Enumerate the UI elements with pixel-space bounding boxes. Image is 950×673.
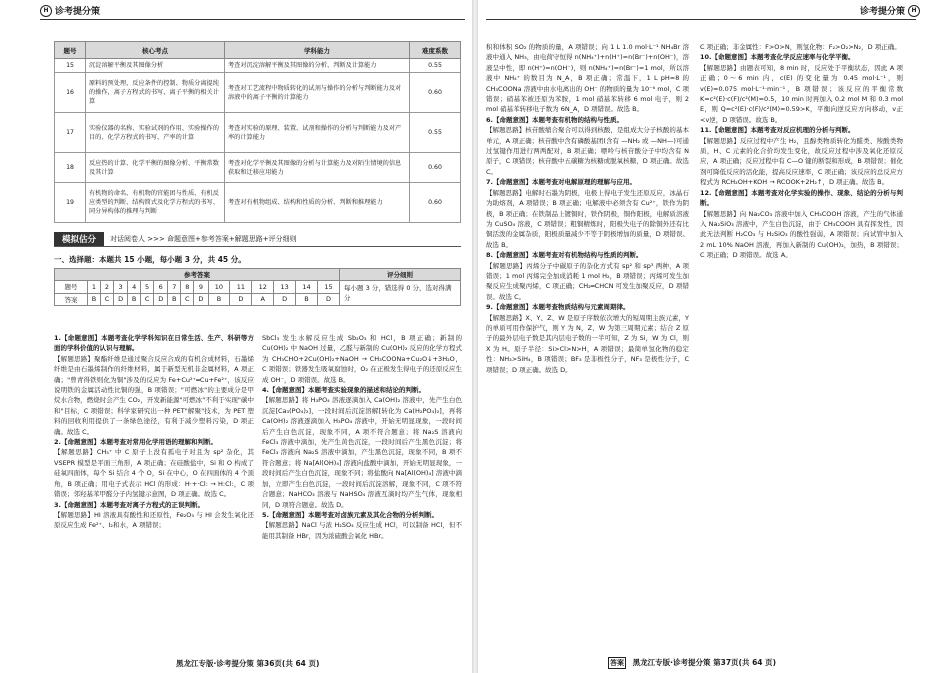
- left-column-a: [54, 333, 254, 648]
- row-difficulty: 0.60: [410, 73, 461, 113]
- answer-number: 1: [88, 281, 101, 294]
- explanation-paragraph: 1.【命题意图】本题考查化学学科知识在日常生活、生产、科研等方面的学科价值的认识与理解。: [54, 334, 254, 353]
- explanation-paragraph: 5.【命题意图】本题考查对卤族元素及其化合物的分析判断。: [262, 510, 438, 519]
- row-no: 17: [55, 113, 86, 153]
- right-footer-title: 黑龙江专版·诊考提分策: [632, 658, 711, 667]
- explanation-paragraph: 【解题思路】丙烯分子中碳原子的杂化方式有 sp² 和 sp³ 两种，A 项错误；1 mol 丙烯完全加成消耗 1 mol H₂，B 项错误；丙烯可发生加聚反应生成聚丙烯，C 项正确；CH₂═CHCN 可发生加聚反应，D 项错误。故选 C。: [486, 261, 689, 301]
- row-point: 实验仪器的名称、实验试剂的作用、实验操作的目的、化学方程式的书写、产率的计算: [86, 113, 225, 153]
- left-header-title: 诊考提分策: [55, 7, 101, 17]
- row-ability: 考查对有机物组成、结构和性质的分析、判断和推理能力: [225, 183, 410, 223]
- right-footer: [608, 657, 776, 669]
- right-page: [478, 0, 950, 673]
- explanation-paragraph: 【解题思路】由题表可知，8 min 时，反应处于平衡状态，因此 A 项正确；0～6 min 内，c(E) 的变化量为 0.45 mol·L⁻¹，则 v(E)=0.075 mol·L⁻¹·min⁻¹，B 项错误；该反应的平衡常数 K=c²(E)·c(F)/c²(M)=0.5，10 min 时再加入 0.2 mol M 和 0.3 mol E，则 Q=c²(E)·c(F)/c²(M)=0.59>K，平衡向逆反应方向移动，v正<v逆，D 项错误。故选 B。: [700, 63, 903, 124]
- answer-key: D: [114, 293, 128, 306]
- answer-stamp: 答案: [610, 659, 624, 667]
- answer-number: 3: [114, 281, 128, 294]
- right-footer-page: 第37页(共 64 页): [713, 658, 777, 667]
- explanation-paragraph: 【解题思路】CH₃⁺ 中 C 原子上没有孤电子对且为 sp² 杂化，其 VSEPR 模型是平面三角形，A 项正确；在硅酸盐中，Si 和 O 构成了硅氧四面体，每个 Si 结合 4 个 O，Si 在中心，O 在四面体的 4 个顶角，B 项正确；用电子式表示 HCl 的形成：H·+·Cl: → H:Cl:，C 项错误；邻羟基苯甲醛分子内氢键示意图，D 项正确。故选 C。: [54, 448, 254, 499]
- answer-key: B: [168, 293, 181, 306]
- header-ability: 学科能力: [225, 42, 410, 59]
- right-header: [860, 4, 920, 17]
- table-row: [55, 73, 461, 113]
- left-header-rule: [40, 19, 465, 20]
- row-ability: 考查对工艺流程中物质转化的试剂与操作的分析与判断能力及对溶液中的离子平衡的计算能力: [225, 73, 410, 113]
- left-column-b: [262, 333, 462, 648]
- answer-rule-title: 评分细则: [340, 269, 461, 281]
- row-no: 15: [55, 59, 86, 73]
- answer-rule-text: 每小题 3 分，错选得 0 分，选对得满分: [340, 281, 461, 306]
- answer-number: 9: [194, 281, 208, 294]
- table-row: [55, 113, 461, 153]
- answer-number: 8: [181, 281, 194, 294]
- left-page: [0, 0, 472, 673]
- answer-ref-title: 参考答案: [55, 269, 340, 281]
- answer-key: C: [100, 293, 113, 306]
- explanation-paragraph: 8.【命题意图】本题考查对有机物结构与性质的判断。: [486, 251, 643, 260]
- row-difficulty: 0.60: [410, 183, 461, 223]
- row-point: 有机物的命名、有机物的官能团与性质、有机反应类型的判断、结构简式及化学方程式的书写、同分异构体的推理与判断: [86, 183, 225, 223]
- row-difficulty: 0.60: [410, 153, 461, 183]
- answer-key: D: [230, 293, 252, 306]
- explanation-paragraph: 7.【命题意图】本题考查对电解原理的理解与应用。: [486, 178, 636, 187]
- answer-table: [54, 268, 461, 306]
- explanation-paragraph: 【解题思路】X、Y、Z、W 是原子序数依次增大的短周期主族元素，Y 的单质可用作保护气，则 Y 为 N，Z、W 为第三周期元素；结合 Z 原子的最外层电子数是其内层电子数的一半可知，Z 为 Si，W 为 Cl，则 X 为 H。原子半径：Si>Cl>N>H，A 项错误；最简单氢化物的稳定性：NH₃>SiH₄，B 项错误；BF₃ 是非极性分子，NF₃ 是极性分子，C 项错误；D 项正确。故选 D。: [486, 313, 689, 374]
- row-point: 原料的预处理，反应条件的控制、物质分离提纯的操作，离子方程式的书写，离子平衡的相关计算: [86, 73, 225, 113]
- row-no: 16: [55, 73, 86, 113]
- row-point: 反应热的计算、化学平衡的图像分析、平衡常数及其计算: [86, 153, 225, 183]
- answer-number: 2: [100, 281, 113, 294]
- explanation-paragraph: SbCl₃ 发生水解反应生成 Sb₂O₃ 和 HCl，B 项正确；新制的 Cu(OH)₂ 中 NaOH 过量，乙醛与新制的 Cu(OH)₂ 反应的化学方程式为 CH₃CHO+2Cu(OH)₂+NaOH → CH₃COONa+Cu₂O↓+3H₂O，C 项错误；铁器发生吸氧腐蚀时，O₂ 在正极发生得电子的还原反应生成 OH⁻，D 项错误。故选 B。: [262, 334, 462, 384]
- explanation-paragraph: 积和体积 SO₂ 的物质的量，A 项错误；向 1 L 1.0 mol·L⁻¹ NH₄Br 溶液中通入 NH₃，由电荷守恒得 n(NH₄⁺)+n(H⁺)=n(Br⁻)+n(OH⁻)，溶液呈中性，即 n(H⁺)=n(OH⁻)，则 n(NH₄⁺)=n(Br⁻)=1 mol，所以溶液中 NH₄⁺ 的数目为 N_A，B 项正确；常温下，1 L pH=8 的 CH₃COONa 溶液中由水电离出的 OH⁻ 的物质的量为 10⁻⁶ mol，C 项错误；硝基苯被还原为苯胺，1 mol 硝基苯转移 6 mol 电子，则 2 mol 硝基苯转移电子数为 6N_A，D 项错误。故选 B。: [486, 43, 689, 114]
- banner-text: 对话阅卷人 >>> 命题意图+参考答案+解题思路+评分细则: [110, 235, 297, 243]
- answer-key: D: [194, 293, 208, 306]
- row-no: 19: [55, 183, 86, 223]
- answer-key: D: [317, 293, 339, 306]
- explanation-paragraph: 【解题思路】向 Na₂CO₃ 溶液中加入 CH₃COOH 溶液，产生的气体通入 Na₂SiO₃ 溶液中，产生白色沉淀，由于 CH₃COOH 具有挥发性，因此无法判断 H₂CO₃ 与 H₂SiO₃ 的酸性强弱，A 项错误；向试管中加入 2 mL 10% NaOH 溶液，再加入新制的 Cu(OH)₂，加热，B 项错误；C 项正确；D 项错误。故选 A。: [700, 209, 903, 260]
- answer-number: 6: [154, 281, 168, 294]
- row-point: 沉淀溶解平衡及其图像分析: [86, 59, 225, 73]
- explanation-paragraph: 2.【命题意图】本题考查对常用化学用语的理解和判断。: [54, 438, 217, 447]
- left-header: [40, 4, 100, 17]
- explanation-paragraph: 【解题思路】HI 溶液具有酸性和还原性，Fe₂O₃ 与 HI 会发生氧化还原反应生成 Fe²⁺、I₂和水，A 项错误；: [54, 510, 254, 530]
- right-column-b: [700, 42, 903, 648]
- header-no: 题号: [55, 42, 86, 59]
- answer-no-label: 题号: [55, 281, 88, 294]
- answer-key: B: [88, 293, 101, 306]
- explanation-paragraph: 【解题思路】核苷酸缩合聚合可以得到核酸，是组成大分子核酸的基本单元，A 项正确；核苷酸中含有磷酸基团(含有 —NH₂ 或 —NH—)可通过氢键作用进行两两配对，B 项正确；嘌呤与核苷酸分子中均含有 N 原子，C 项错误；核苷酸中五碳糖为核糖或脱氧核糖，D 项正确。故选 C。: [486, 126, 689, 176]
- simulation-banner: [54, 232, 461, 247]
- brand-logo-icon: H: [908, 5, 920, 17]
- row-no: 18: [55, 153, 86, 183]
- right-column-a: [486, 42, 689, 648]
- answer-key: B: [296, 293, 318, 306]
- table-row: [55, 183, 461, 223]
- row-ability: 考查对化学平衡及其图像的分析与计算能力及对陌生情境的信息获取和迁移应用能力: [225, 153, 410, 183]
- explanation-paragraph: 4.【命题意图】本题考查实验现象的描述和结论的判断。: [262, 386, 425, 395]
- answer-key: A: [252, 293, 274, 306]
- answer-number: 14: [296, 281, 318, 294]
- explanation-paragraph: 6.【命题意图】本题考查有机物的结构与性质。: [486, 115, 623, 124]
- table-row: [55, 153, 461, 183]
- answer-number: 4: [128, 281, 141, 294]
- explanation-paragraph: 12.【命题意图】本题考查对化学实验的操作、现象、结论的分析与判断。: [700, 188, 903, 208]
- answer-number: 13: [274, 281, 296, 294]
- header-difficulty: 难度系数: [410, 42, 461, 59]
- explanation-paragraph: 【解题思路】将 H₃PO₄ 溶液逐滴加入 Ca(OH)₂ 溶液中，先产生白色沉淀[Ca₃(PO₄)₂]，一段时间后沉淀溶解[转化为 Ca(H₂PO₄)₂]，再将 Ca(OH)₂ 溶液逐滴加入 H₃PO₄ 溶液中，开始无明显现象，一段时间后产生白色沉淀，现象不同，A 项不符合题意；将 Na₂S 溶液向 FeCl₃ 溶液中滴加，先产生黄色沉淀，一段时间后产生黑色沉淀；将 FeCl₃ 溶液向 Na₂S 溶液中滴加，产生黑色沉淀，现象不同，B 项不符合题意；将 Na[Al(OH)₄] 溶液向盐酸中滴加，开始无明显现象，一段时间后产生白色沉淀，现象不同；将盐酸向 Na[Al(OH)₄] 溶液中滴加，立即产生白色沉淀，一段时间后沉淀溶解，现象不同，C 项不符合题意；NaHCO₃ 溶液与 NaHSO₄ 溶液互滴时均产生气体，现象相同，D 项符合题意。故选 D。: [262, 396, 462, 509]
- row-difficulty: 0.55: [410, 113, 461, 153]
- row-ability: 考查对实验的原理、装置、试剂和操作的分析与判断能力及对产率的计算能力: [225, 113, 410, 153]
- left-footer-title: 黑龙江专版·诊考提分策: [176, 659, 254, 668]
- row-ability: 考查对沉淀溶解平衡及其图像的分析、判断及计算能力: [225, 59, 410, 73]
- explanation-paragraph: 【解题思路】NaCl 与浓 H₂SO₄ 反应生成 HCl，可以制备 HCl，但不能用其制备 HBr，因为浓硫酸会氧化 HBr。: [262, 521, 462, 540]
- knowledge-table: [54, 41, 461, 223]
- answer-key-label: 答案: [55, 293, 88, 306]
- answer-key: C: [141, 293, 154, 306]
- answer-number: 7: [168, 281, 181, 294]
- answer-key: B: [128, 293, 141, 306]
- answer-number: 15: [317, 281, 339, 294]
- explanation-paragraph: 11.【命题意图】本题考查对反应机理的分析与判断。: [700, 126, 855, 135]
- explanation-paragraph: 10.【命题意图】本题考查化学反应速率与化学平衡。: [700, 53, 855, 62]
- table-row: [55, 59, 461, 73]
- answer-number: 10: [208, 281, 230, 294]
- row-difficulty: 0.55: [410, 59, 461, 73]
- right-header-title: 诊考提分策: [859, 7, 905, 17]
- answer-key: B: [208, 293, 230, 306]
- section-heading: 一、选择题：本题共 15 小题，每小题 3 分，共 45 分。: [54, 255, 246, 264]
- header-point: 核心考点: [86, 42, 225, 59]
- answer-key: C: [181, 293, 194, 306]
- answer-number: 11: [230, 281, 252, 294]
- answer-key: D: [154, 293, 168, 306]
- left-footer-page: 第36页(共 64 页): [256, 659, 320, 668]
- explanation-paragraph: 9.【命题意图】本题考查物质结构与元素周期律。: [486, 303, 630, 312]
- right-header-rule: [486, 19, 916, 20]
- explanation-paragraph: 【解题思路】聚酯纤维是通过聚合反应合成的有机合成材料，石墨烯纤维是由石墨烯制作的纤维材料，属于新型无机非金属材料，A 项正确；"曾青得铁则化为铜"涉及的反应为 Fe+Cu²⁺═Cu+Fe²⁺，该反应说明铁的金属活动性比铜的强，B 项错误；"可燃冰"的主要成分是甲烷水合物，燃烧时会产生 CO₂，开发新能源"可燃冰"不利于实现"碳中和"目标，C 项错误；科学家研究出一种 PET"解聚"技术，为 PET 塑料的回收利用提供了一条绿色途径，有利于减少塑料污染，D 项正确。故选 C。: [54, 354, 254, 436]
- answer-key: D: [274, 293, 296, 306]
- explanation-paragraph: C 项正确；非金属性：F>O>N，则氢化物：F₂>O₂>N₂，D 项正确。: [700, 43, 901, 51]
- knowledge-table-header: [55, 42, 461, 59]
- brand-logo-icon: H: [40, 5, 52, 17]
- left-footer: [176, 658, 319, 669]
- answer-number: 5: [141, 281, 154, 294]
- banner-tag: 模拟估分: [54, 232, 104, 246]
- answer-number: 12: [252, 281, 274, 294]
- explanation-paragraph: 3.【命题意图】本题考查对离子方程式的正误判断。: [54, 500, 204, 509]
- answer-number-row: [55, 281, 461, 294]
- explanation-paragraph: 【解题思路】电解时石墨为阴极，电极上得电子发生还原反应，冰晶石为助熔剂，A 项错误；B 项正确；电解液中必须含有 Cu²⁺，铁作为阴极，B 项正确；在铁制品上镀铜时，铁作阴极，铜作阳极，电解质溶液为 CuSO₄ 溶液，C 项错误；粗铜精炼时，阳极失电子的除铜外还有比铜活泼的金属杂质，阳极质量减少不等于阴极增加的质量，D 项错误。故选 B。: [486, 188, 689, 249]
- explanation-paragraph: 【解题思路】反应过程中产生 H₂，且醇类物质转化为醛类、羧酸类物质，H、C 元素的化合价均发生变化，故反应过程中涉及氧化还原反应，A 项正确；反应过程中有 C—O 键的断裂和形成，B 项错误；催化剂可降低反应的活化能，提高反应速率，C 项正确；该反应的总反应方程式为 RCH₂OH+KOH → RCOOK+2H₂↑，D 项正确。故选 B。: [700, 136, 903, 187]
